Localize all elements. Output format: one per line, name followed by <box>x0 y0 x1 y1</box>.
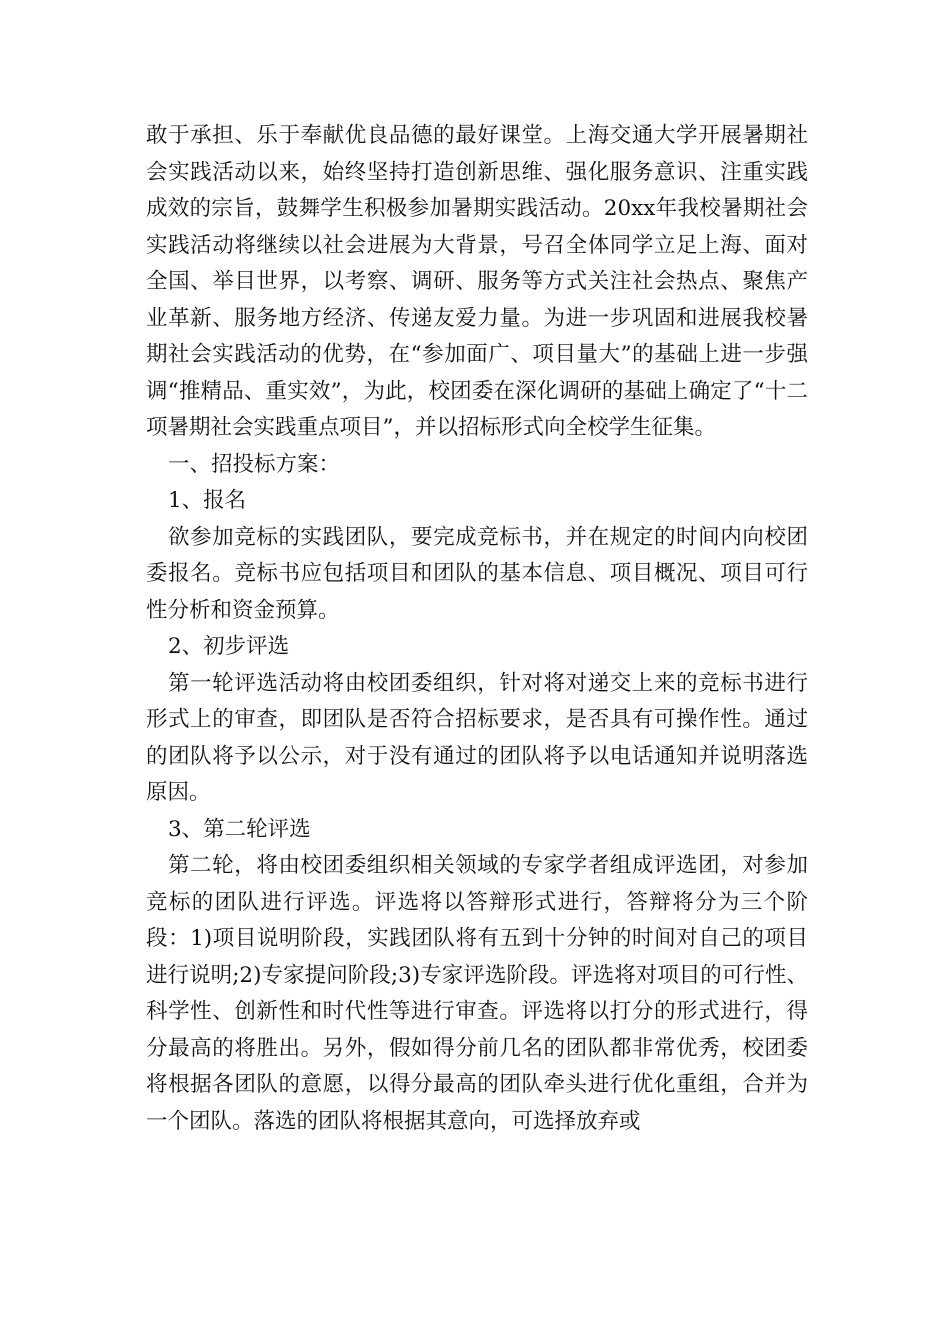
subheading-registration: 1、报名 <box>168 488 247 513</box>
subheading-preliminary-selection: 2、初步评选 <box>168 634 290 659</box>
second-round-paragraph: 第二轮，将由校团委组织相关领域的专家学者组成评选团，对参加竞标的团队进行评选。评选将以答辩形式进行，答辩将分为三个阶段：1)项目说明阶段，实践团队将有五到十分钟的时间对自己的项目进行说明;2)专家提问阶段;3)专家评选阶段。评选将对项目的可行性、科学性、创新性和时代性等进行审查。评选将以打分的形式进行，得分最高的将胜出。另外，假如得分前几名的团队都非常优秀，校团委将根据各团队的意愿，以得分最高的团队牵头进行优化重组，合并为一个团队。落选的团队将根据其意向，可选择放弃或 <box>146 853 808 1134</box>
document-page <box>146 118 808 1140</box>
subheading-second-round: 3、第二轮评选 <box>168 816 311 842</box>
preliminary-selection-paragraph: 第一轮评选活动将由校团委组织，针对将对递交上来的竞标书进行形式上的审查，即团队是否符合招标要求，是否具有可操作性。通过的团队将予以公示，对于没有通过的团队将予以电话通知并说明落选原因。 <box>146 670 808 805</box>
intro-paragraph: 敢于承担、乐于奉献优良品德的最好课堂。上海交通大学开展暑期社会实践活动以来，始终坚持打造创新思维、强化服务意识、注重实践成效的宗旨，鼓舞学生积极参加暑期实践活动。20xx年我校暑期社会实践活动将继续以社会进展为大背景，号召全体同学立足上海、面对全国、举目世界，以考察、调研、服务等方式关注社会热点、聚焦产业革新、服务地方经济、传递友爱力量。为进一步巩固和进展我校暑期社会实践活动的优势，在“参加面广、项目量大”的基础上进一步强调“推精品、重实效”，为此，校团委在深化调研的基础上确定了“十二项暑期社会实践重点项目”，并以招标形式向全校学生征集。 <box>146 123 808 440</box>
section-heading-bidding-plan: 一、招投标方案： <box>168 451 341 477</box>
registration-paragraph: 欲参加竞标的实践团队，要完成竞标书，并在规定的时间内向校团委报名。竞标书应包括项目和团队的基本信息、项目概况、项目可行性分析和资金预算。 <box>146 524 808 623</box>
